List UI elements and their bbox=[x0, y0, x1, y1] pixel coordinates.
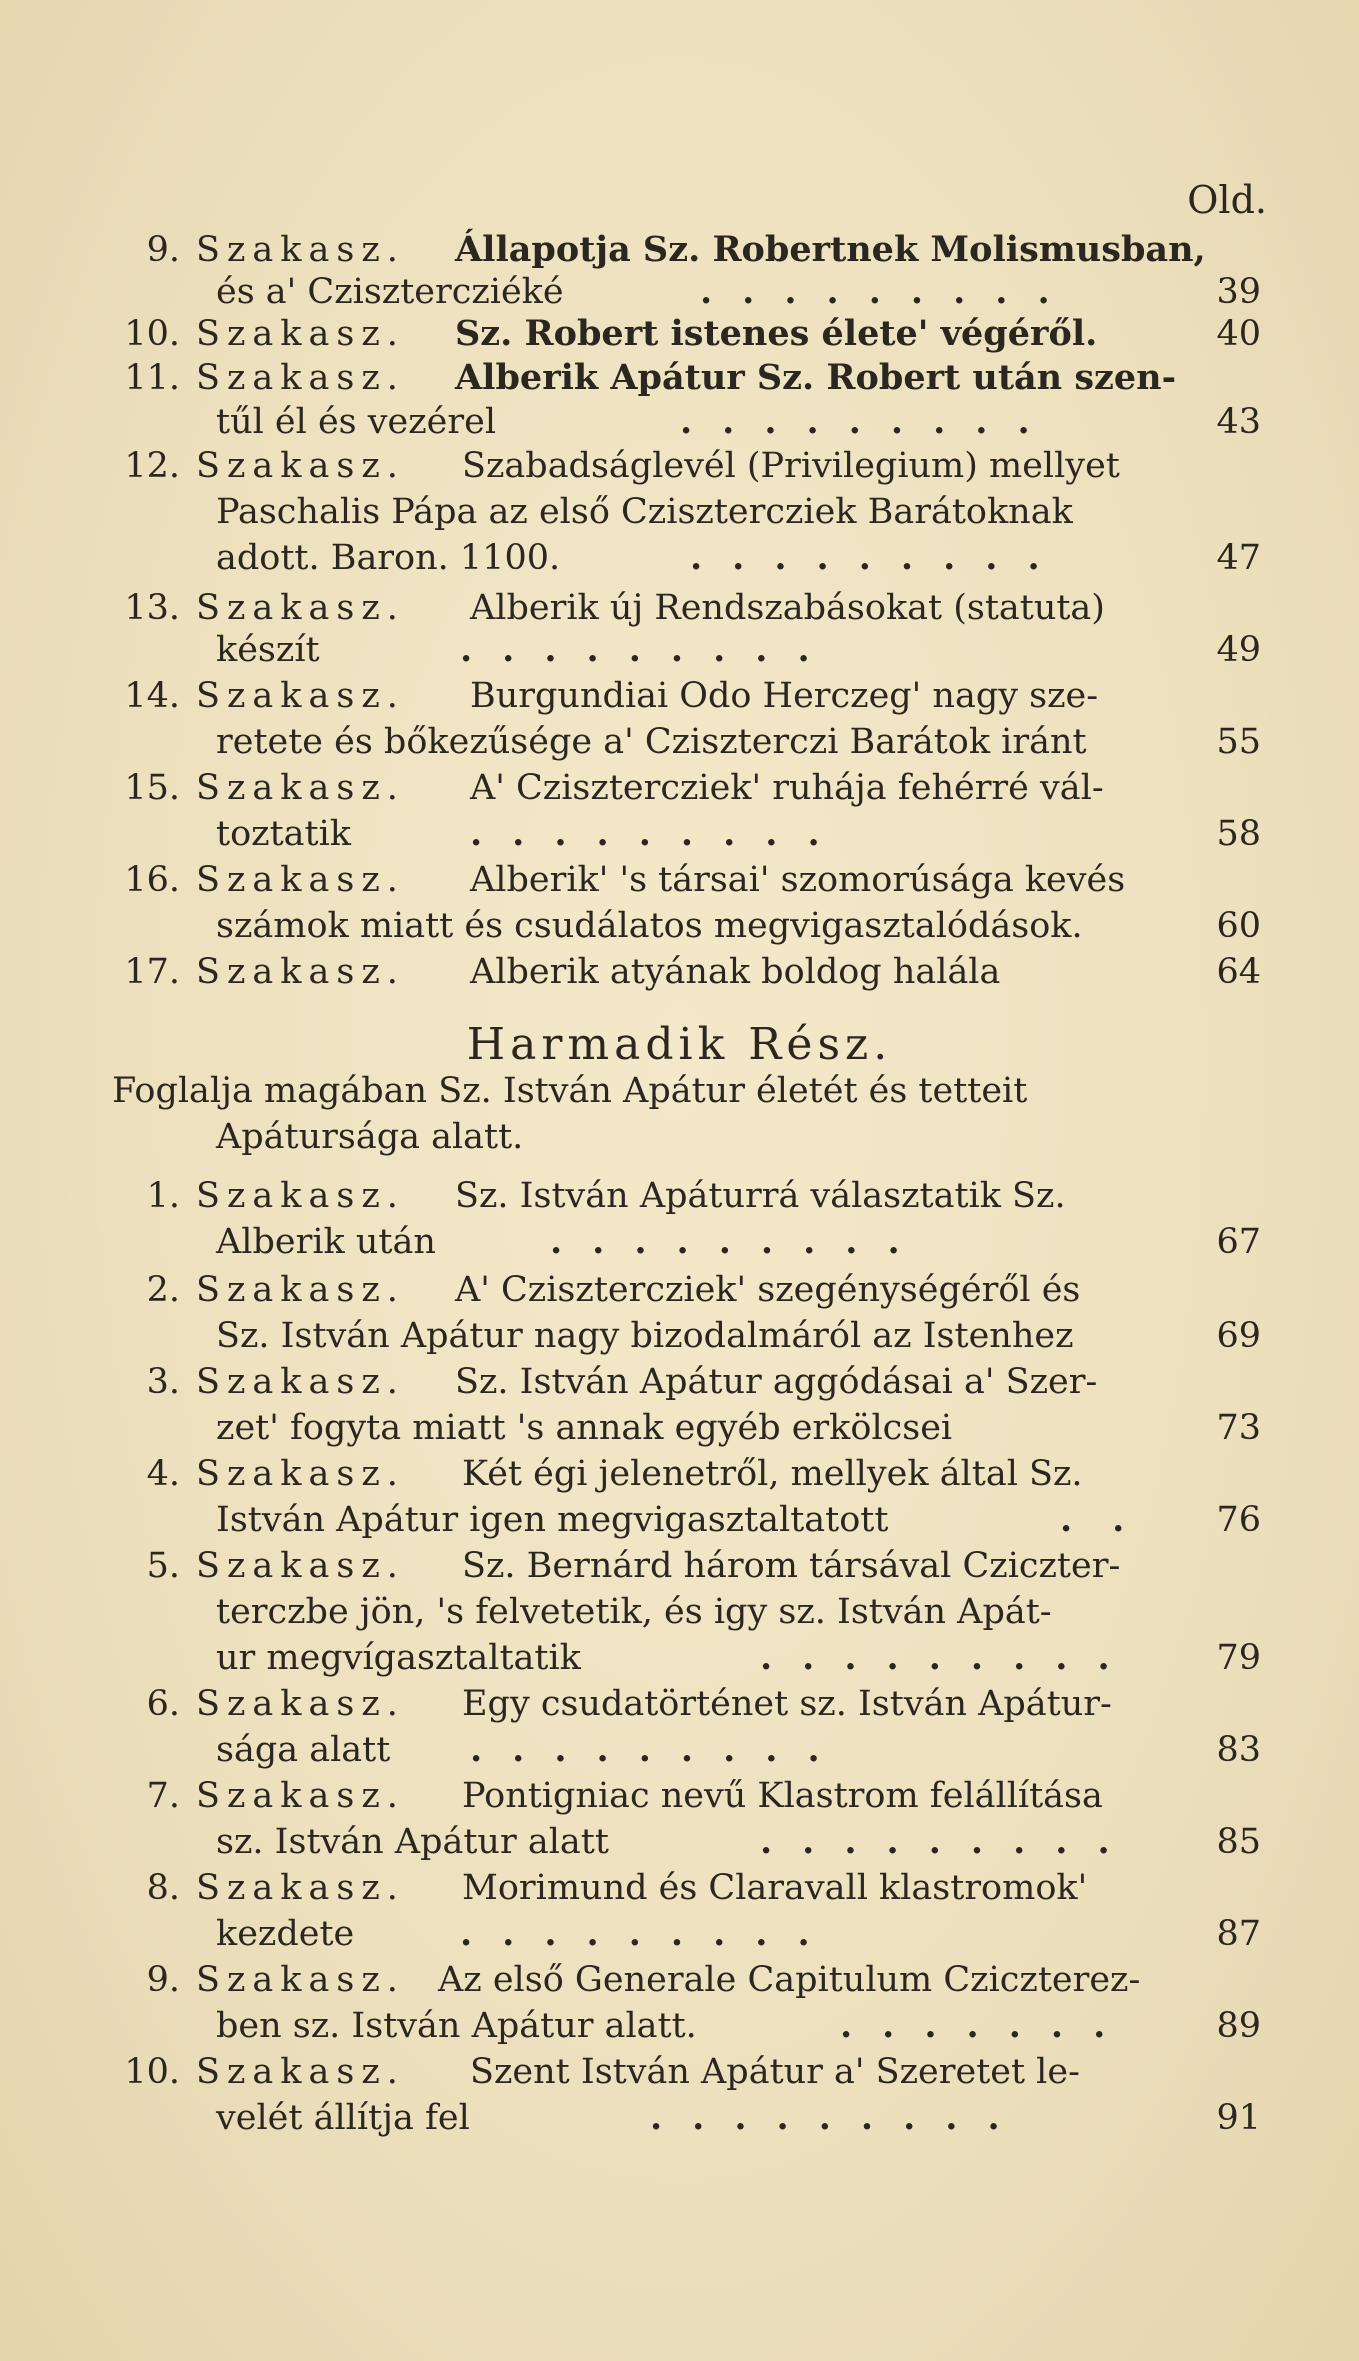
entry-title: Alberik új Rendszabásokat (statuta) bbox=[470, 588, 1105, 628]
part-heading: Harmadik Rész. bbox=[466, 1019, 893, 1070]
entry-title: Szabadságlevél (Privilegium) mellyet bbox=[462, 446, 1120, 486]
entry-title: A' Czisztercziek' ruhája fehérré vál- bbox=[470, 768, 1104, 808]
entry-number: 10. bbox=[124, 314, 180, 354]
entry-number: 12. bbox=[124, 446, 180, 486]
entry-label: Szakasz. bbox=[196, 1684, 405, 1724]
leader-dots: .. bbox=[1060, 1499, 1165, 1540]
entry-page: 85 bbox=[1216, 1822, 1261, 1862]
entry-number: 14. bbox=[124, 676, 180, 716]
entry-title: Állapotja Sz. Robertnek Molismusban, bbox=[455, 229, 1206, 270]
entry-title: Az első Generale Capitulum Cziczterez- bbox=[438, 1960, 1141, 2000]
entry-title-cont: retete és bőkezűsége a' Cziszterczi Barátok iránt bbox=[216, 722, 1087, 762]
entry-title-cont: velét állítja fel bbox=[216, 2098, 470, 2138]
leader-dots: ......... bbox=[460, 629, 840, 670]
entry-page: 58 bbox=[1216, 814, 1261, 854]
entry-number: 13. bbox=[124, 588, 180, 628]
entry-label: Szakasz. bbox=[196, 676, 405, 716]
entry-title-cont: sz. István Apátur alatt bbox=[216, 1822, 609, 1862]
entry-title-cont: számok miatt és csudálatos megvigasztalódások. bbox=[216, 906, 1083, 946]
entry-page: 47 bbox=[1216, 538, 1261, 578]
entry-page: 64 bbox=[1216, 952, 1261, 992]
entry-label: Szakasz. bbox=[196, 358, 405, 398]
entry-title: Sz. István Apáturrá választatik Sz. bbox=[455, 1176, 1066, 1216]
entry-label: Szakasz. bbox=[196, 2052, 405, 2092]
entry-page: 83 bbox=[1216, 1730, 1261, 1770]
entry-title: Két égi jelenetről, mellyek által Sz. bbox=[462, 1454, 1083, 1494]
entry-label: Szakasz. bbox=[196, 952, 405, 992]
entry-title: Burgundiai Odo Herczeg' nagy sze- bbox=[470, 676, 1099, 716]
entry-title-cont: toztatik bbox=[216, 814, 351, 854]
entry-page: 39 bbox=[1216, 272, 1261, 312]
entry-title: Morimund és Claravall klastromok' bbox=[462, 1868, 1088, 1908]
entry-number: 11. bbox=[124, 358, 180, 398]
entry-page: 69 bbox=[1216, 1316, 1261, 1356]
entry-number: 15. bbox=[124, 768, 180, 808]
leader-dots: ......... bbox=[650, 2097, 1030, 2138]
entry-page: 60 bbox=[1216, 906, 1261, 946]
entry-label: Szakasz. bbox=[196, 860, 405, 900]
entry-label: Szakasz. bbox=[196, 1270, 405, 1310]
entry-title-cont: kezdete bbox=[216, 1914, 355, 1954]
entry-title: Pontigniac nevű Klastrom felállítása bbox=[462, 1776, 1103, 1816]
leader-dots: ......... bbox=[700, 271, 1080, 312]
leader-dots: ......... bbox=[760, 1821, 1140, 1862]
entry-label: Szakasz. bbox=[196, 1176, 405, 1216]
leader-dots: ......... bbox=[550, 1221, 930, 1262]
part-intro: Foglalja magában Sz. István Apátur életét és tetteit bbox=[112, 1071, 1028, 1111]
leader-dots: ....... bbox=[840, 2005, 1136, 2046]
leader-dots: ......... bbox=[470, 813, 850, 854]
entry-label: Szakasz. bbox=[196, 230, 405, 270]
entry-label: Szakasz. bbox=[196, 1454, 405, 1494]
page-column-header: Old. bbox=[1187, 178, 1267, 222]
entry-title-cont: és a' Czisztercziéké bbox=[216, 272, 564, 312]
entry-label: Szakasz. bbox=[196, 1362, 405, 1402]
entry-number: 3. bbox=[146, 1362, 180, 1402]
leader-dots: ......... bbox=[680, 401, 1060, 442]
entry-page: 49 bbox=[1216, 630, 1261, 670]
entry-label: Szakasz. bbox=[196, 1546, 405, 1586]
entry-title: A' Czisztercziek' szegénységéről és bbox=[455, 1270, 1081, 1310]
entry-number: 4. bbox=[146, 1454, 180, 1494]
entry-page: 79 bbox=[1216, 1638, 1261, 1678]
entry-number: 17. bbox=[124, 952, 180, 992]
entry-label: Szakasz. bbox=[196, 588, 405, 628]
entry-title: Sz. Robert istenes élete' végéről. bbox=[455, 313, 1098, 354]
entry-page: 55 bbox=[1216, 722, 1261, 762]
entry-page: 87 bbox=[1216, 1914, 1261, 1954]
entry-title-cont: ur megvígasztaltatik bbox=[216, 1638, 581, 1678]
entry-label: Szakasz. bbox=[196, 768, 405, 808]
leader-dots: ......... bbox=[470, 1729, 850, 1770]
leader-dots: ......... bbox=[460, 1913, 840, 1954]
entry-label: Szakasz. bbox=[196, 1868, 405, 1908]
entry-number: 5. bbox=[146, 1546, 180, 1586]
entry-label: Szakasz. bbox=[196, 1960, 405, 2000]
entry-title-cont: sága alatt bbox=[216, 1730, 391, 1770]
entry-number: 8. bbox=[146, 1868, 180, 1908]
entry-title-cont: Paschalis Pápa az első Czisztercziek Barátoknak bbox=[216, 492, 1073, 532]
entry-title-cont: adott. Baron. 1100. bbox=[216, 538, 561, 578]
entry-page: 91 bbox=[1216, 2098, 1261, 2138]
entry-page: 73 bbox=[1216, 1408, 1261, 1448]
part-intro-cont: Apátursága alatt. bbox=[216, 1117, 524, 1157]
entry-number: 6. bbox=[146, 1684, 180, 1724]
entry-title: Sz. István Apátur aggódásai a' Szer- bbox=[455, 1362, 1098, 1402]
entry-title-cont: zet' fogyta miatt 's annak egyéb erkölcsei bbox=[216, 1408, 953, 1448]
entry-title: Szent István Apátur a' Szeretet le- bbox=[470, 2052, 1080, 2092]
entry-page: 40 bbox=[1216, 314, 1261, 354]
entry-number: 9. bbox=[146, 230, 180, 270]
entry-label: Szakasz. bbox=[196, 1776, 405, 1816]
entry-number: 1. bbox=[146, 1176, 180, 1216]
entry-title-cont: ben sz. István Apátur alatt. bbox=[216, 2006, 697, 2046]
entry-title: Alberik Apátur Sz. Robert után szen- bbox=[455, 357, 1177, 398]
entry-title-cont: tűl él és vezérel bbox=[216, 402, 497, 442]
entry-title: Alberik atyának boldog halála bbox=[470, 952, 1001, 992]
entry-number: 2. bbox=[146, 1270, 180, 1310]
entry-title-cont: készít bbox=[216, 630, 320, 670]
entry-title-cont: István Apátur igen megvigasztaltatott bbox=[216, 1500, 889, 1540]
toc-entry-p3-10-cont bbox=[0, 2088, 1359, 2148]
entry-page: 89 bbox=[1216, 2006, 1261, 2046]
entry-label: Szakasz. bbox=[196, 446, 405, 486]
entry-page: 43 bbox=[1216, 402, 1261, 442]
entry-title-cont: Sz. István Apátur nagy bizodalmáról az Istenhez bbox=[216, 1316, 1074, 1356]
entry-title-cont: terczbe jön, 's felvetetik, és igy sz. István Apát- bbox=[216, 1592, 1052, 1632]
entry-number: 9. bbox=[146, 1960, 180, 2000]
leader-dots: ......... bbox=[690, 537, 1070, 578]
entry-page: 67 bbox=[1216, 1222, 1261, 1262]
entry-label: Szakasz. bbox=[196, 314, 405, 354]
entry-title: Egy csudatörténet sz. István Apátur- bbox=[462, 1684, 1112, 1724]
entry-title: Alberik' 's társai' szomorúsága kevés bbox=[470, 860, 1126, 900]
entry-title-cont: Alberik után bbox=[216, 1222, 436, 1262]
entry-number: 7. bbox=[146, 1776, 180, 1816]
toc-entry-17 bbox=[0, 942, 1359, 1002]
leader-dots: ......... bbox=[760, 1637, 1140, 1678]
entry-page: 76 bbox=[1216, 1500, 1261, 1540]
entry-number: 10. bbox=[124, 2052, 180, 2092]
entry-number: 16. bbox=[124, 860, 180, 900]
entry-title: Sz. Bernárd három társával Cziczter- bbox=[462, 1546, 1121, 1586]
